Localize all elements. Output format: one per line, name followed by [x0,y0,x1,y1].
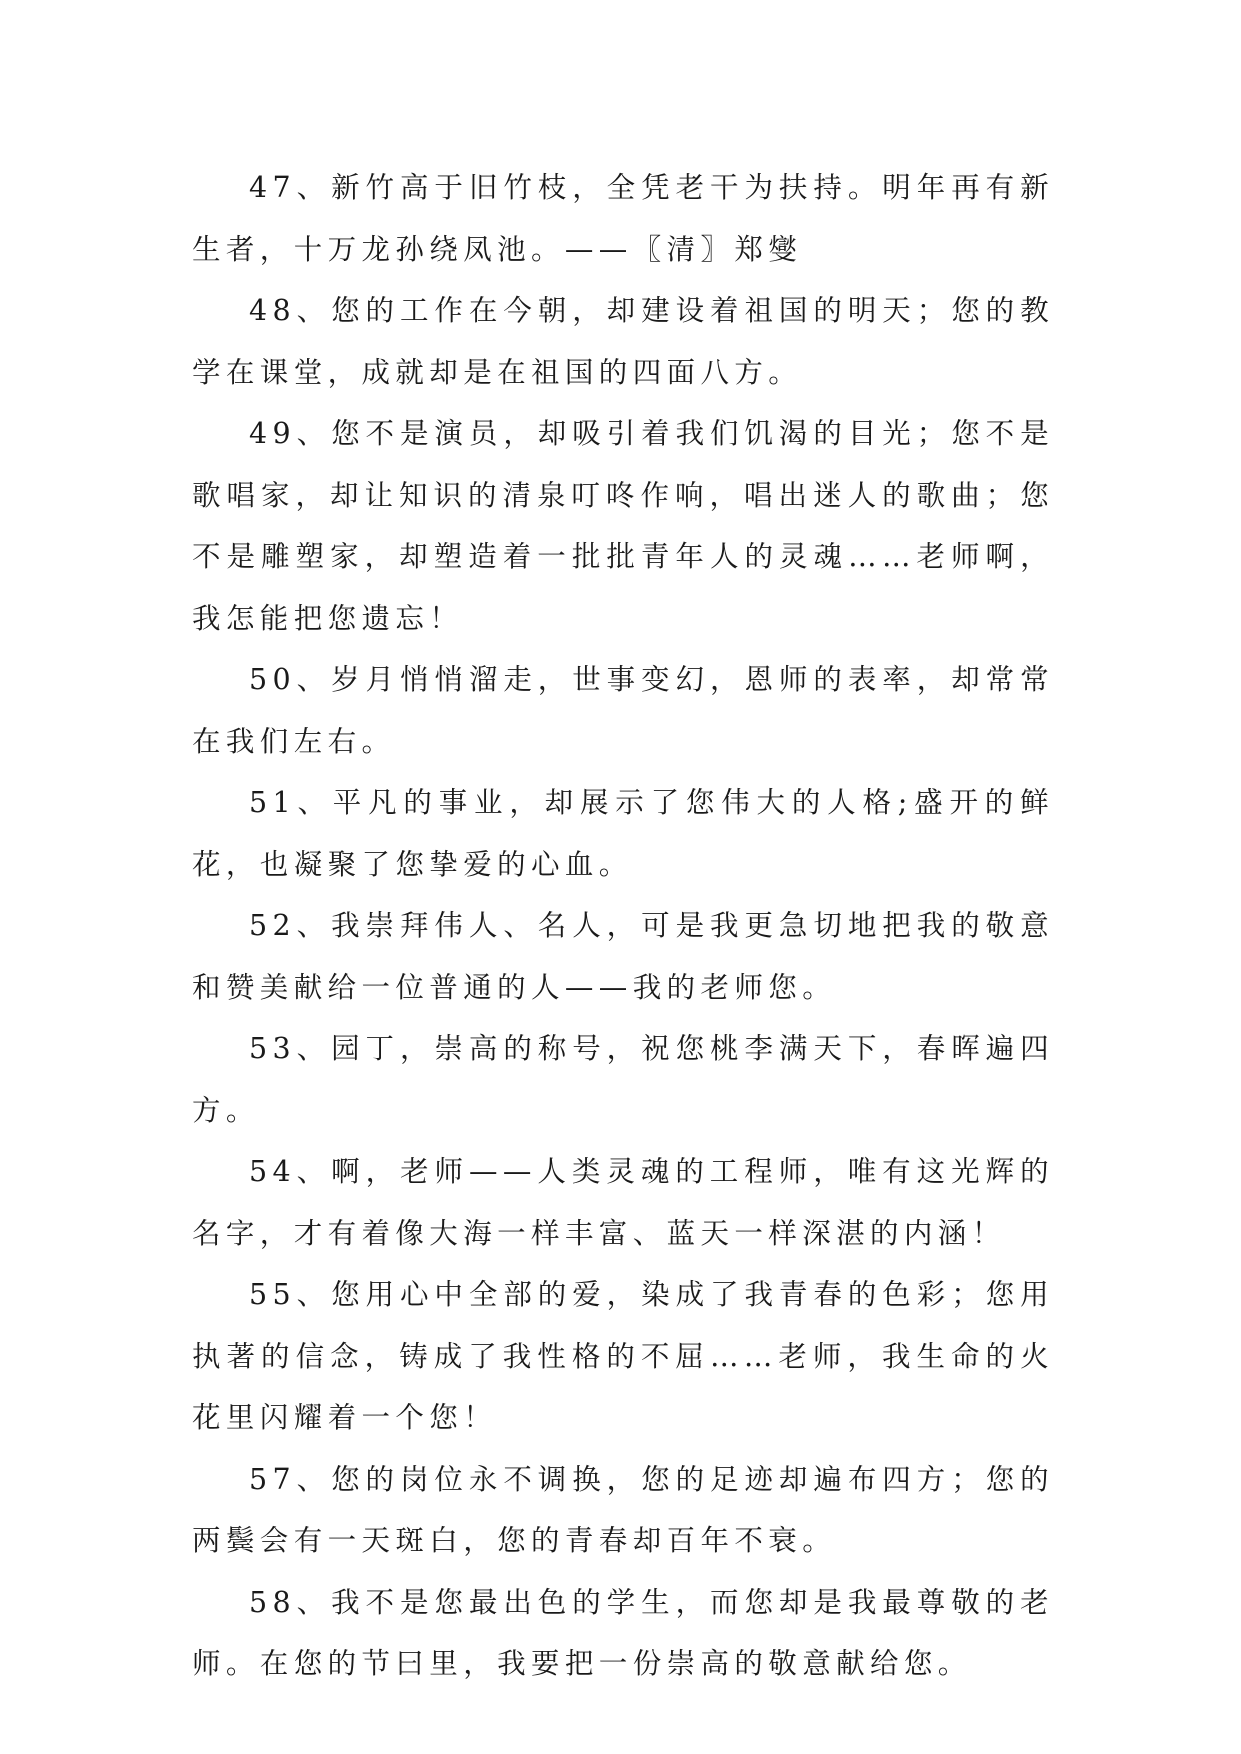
paragraph-50: 50、岁月悄悄溜走，世事变幻，恩师的表率，却常常在我们左右。 [192,663,1054,758]
paragraph-58: 58、我不是您最出色的学生，而您却是我最尊敬的老师。在您的节曰里，我要把一份崇高的敬意献给您。 [192,1585,1054,1680]
paragraph-49: 49、您不是演员，却吸引着我们饥渴的目光；您不是歌唱家，却让知识的清泉叮咚作响，唱出迷人的歌曲；您不是雕塑家，却塑造着一批批青年人的灵魂……老师啊，我怎能把您遗忘！ [192,417,1054,635]
paragraph-47: 47、新竹高于旧竹枝，全凭老干为扶持。明年再有新生者，十万龙孙绕凤池。——〖清〗郑燮 [192,171,1054,266]
paragraph-54: 54、啊，老师——人类灵魂的工程师，唯有这光辉的名字，才有着像大海一样丰富、蓝天一样深湛的内涵！ [192,1155,1054,1250]
document-body [192,157,1054,1695]
paragraph-57: 57、您的岗位永不调换，您的足迹却遍布四方；您的两鬓会有一天斑白，您的青春却百年不衰。 [192,1462,1054,1557]
paragraph-53: 53、园丁，崇高的称号，祝您桃李满天下，春晖遍四方。 [192,1032,1054,1127]
paragraph-52: 52、我崇拜伟人、名人，可是我更急切地把我的敬意和赞美献给一位普通的人——我的老师您。 [192,909,1054,1004]
paragraph-48: 48、您的工作在今朝，却建设着祖国的明天；您的教学在课堂，成就却是在祖国的四面八方。 [192,294,1054,389]
paragraph-55: 55、您用心中全部的爱，染成了我青春的色彩；您用执著的信念，铸成了我性格的不屈……老师，我生命的火花里闪耀着一个您！ [192,1278,1054,1434]
paragraph-51: 51、平凡的事业，却展示了您伟大的人格;盛开的鲜花，也凝聚了您挚爱的心血。 [192,786,1054,881]
